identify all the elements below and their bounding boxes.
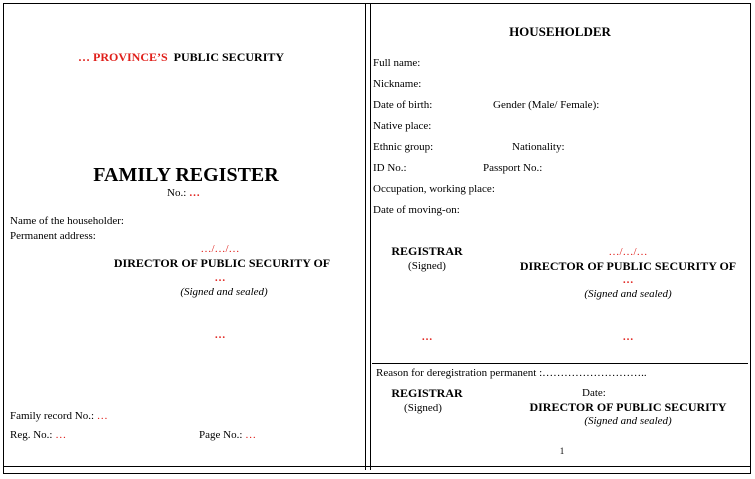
family-record-label: Family record No.: bbox=[10, 410, 95, 422]
right-signed-sealed-2: (Signed and sealed) bbox=[584, 415, 672, 427]
gender-label: Gender (Male/ Female): bbox=[493, 99, 600, 111]
date-label: Date: bbox=[582, 387, 606, 399]
province-ellipsis: … PROVINCE’S bbox=[78, 50, 168, 64]
director-signature-ellipsis: … bbox=[622, 331, 634, 343]
permanent-address-label: Permanent address: bbox=[10, 230, 96, 242]
nationality-label: Nationality: bbox=[512, 141, 565, 153]
left-date: …/…/… bbox=[200, 243, 240, 255]
native-place-label: Native place: bbox=[373, 120, 432, 132]
bottom-rule bbox=[3, 466, 751, 467]
page-title: FAMILY REGISTER bbox=[93, 164, 279, 186]
passport-number-label: Passport No.: bbox=[483, 162, 543, 174]
left-signed-sealed: (Signed and sealed) bbox=[180, 286, 268, 298]
registrar2-title: REGISTRAR bbox=[391, 386, 463, 400]
id-number-label: ID No.: bbox=[373, 162, 407, 174]
ethnic-group-label: Ethnic group: bbox=[373, 141, 434, 153]
reg-number-label: Reg. No.: bbox=[10, 429, 53, 441]
left-director-title: DIRECTOR OF PUBLIC SECURITY OF bbox=[113, 256, 331, 270]
right-signed-sealed: (Signed and sealed) bbox=[584, 288, 672, 300]
occupation-label: Occupation, working place: bbox=[373, 183, 495, 195]
page-number-field bbox=[199, 429, 256, 442]
moving-on-label: Date of moving-on: bbox=[373, 204, 460, 216]
page-number-label: Page No.: bbox=[199, 429, 243, 441]
nickname-label: Nickname: bbox=[373, 78, 422, 90]
registrar2-signed: (Signed) bbox=[404, 402, 442, 414]
reg-number bbox=[10, 429, 66, 442]
register-number-label: No.: bbox=[167, 187, 187, 199]
registrar-signature-ellipsis: … bbox=[421, 331, 433, 343]
page-number-value: … bbox=[245, 429, 257, 441]
right-director-ellipsis: … bbox=[622, 274, 634, 286]
province-heading bbox=[78, 51, 284, 64]
householder-heading: HOUSEHOLDER bbox=[509, 24, 611, 39]
deregistration-reason: Reason for deregistration permanent :……………………….. bbox=[376, 367, 647, 379]
registrar-signed: (Signed) bbox=[408, 260, 446, 272]
left-signature-ellipsis: … bbox=[214, 329, 226, 341]
dob-label: Date of birth: bbox=[373, 99, 433, 111]
section-divider bbox=[372, 363, 748, 364]
register-number bbox=[167, 187, 200, 200]
full-name-label: Full name: bbox=[373, 57, 421, 69]
page-footer-number: 1 bbox=[559, 446, 565, 456]
registrar-title: REGISTRAR bbox=[391, 244, 463, 258]
register-number-value: … bbox=[189, 187, 200, 199]
director2-title: DIRECTOR OF PUBLIC SECURITY bbox=[529, 400, 727, 414]
center-divider bbox=[365, 3, 371, 470]
family-record-value: … bbox=[96, 410, 108, 422]
householder-name-label: Name of the householder: bbox=[10, 215, 124, 227]
left-director-ellipsis: … bbox=[214, 272, 226, 284]
reg-number-value: … bbox=[55, 429, 67, 441]
family-record bbox=[10, 410, 108, 423]
public-security-label: PUBLIC SECURITY bbox=[173, 50, 285, 64]
right-director-title: DIRECTOR OF PUBLIC SECURITY OF bbox=[519, 259, 737, 273]
right-date: …/…/… bbox=[608, 246, 648, 258]
